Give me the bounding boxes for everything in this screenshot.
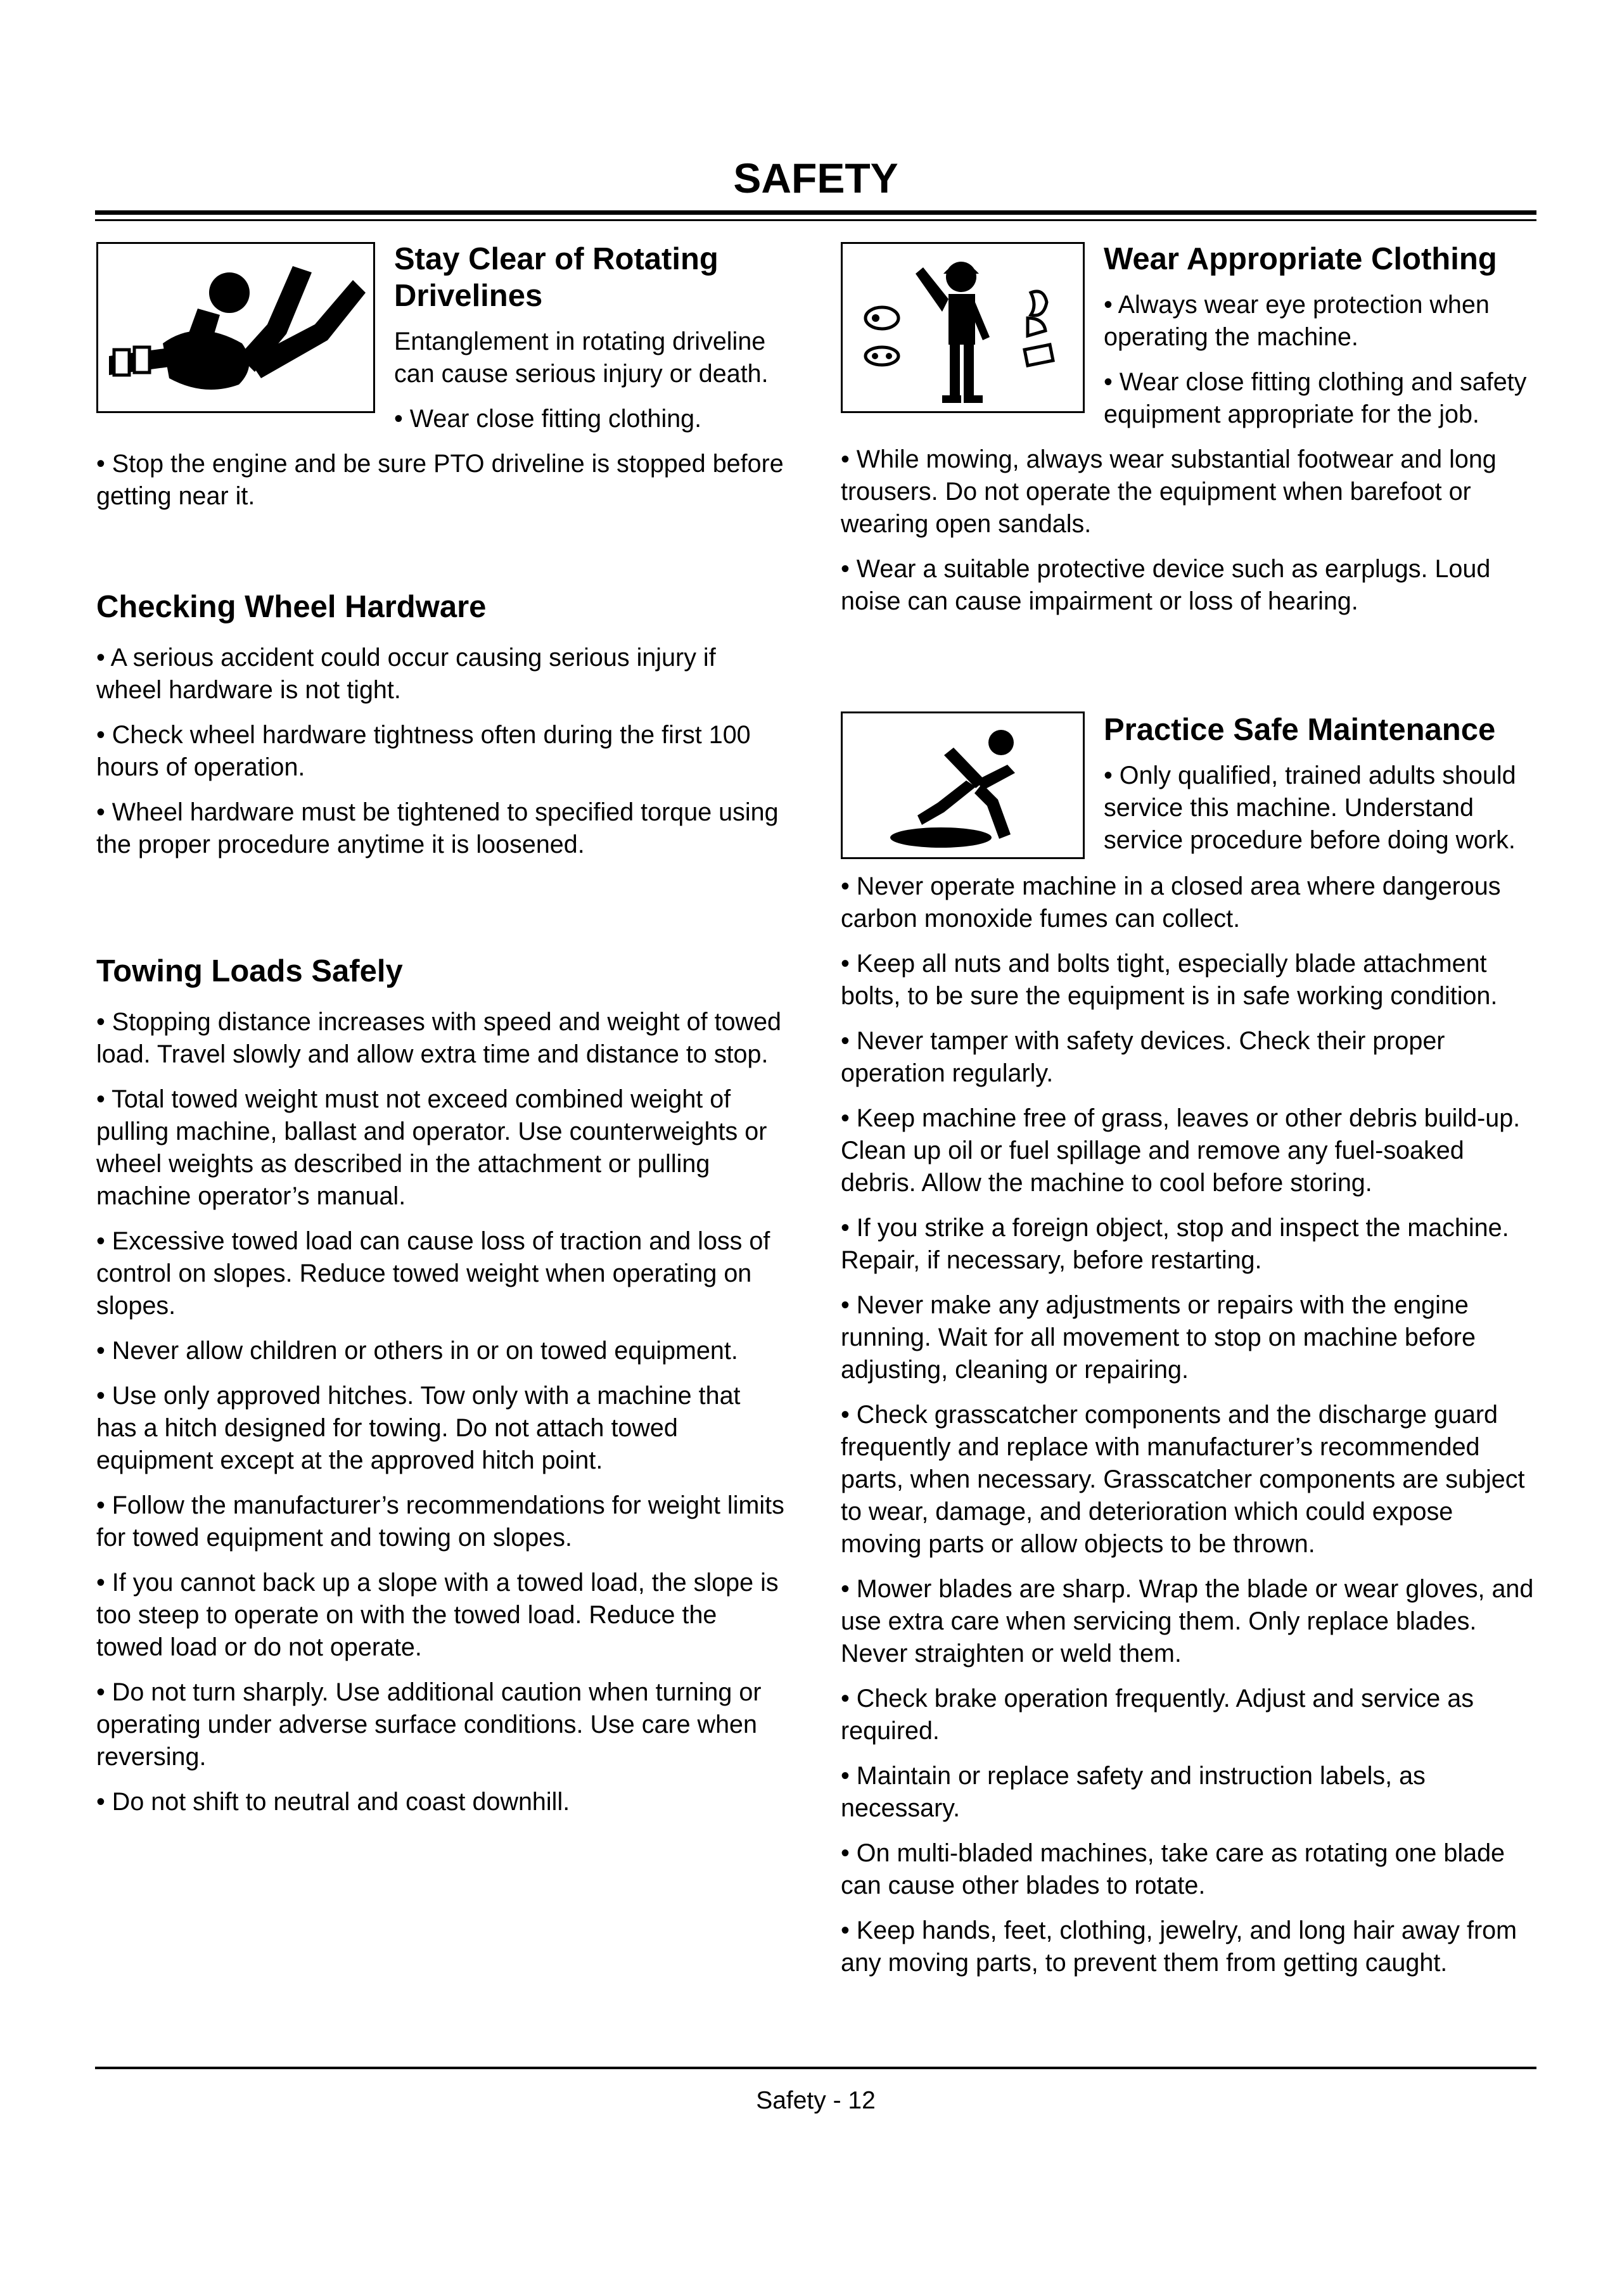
maintenance-bullet: • Check brake operation frequently. Adjust and service as required.	[841, 1685, 1474, 1745]
section-title-rotating-line2: Drivelines	[394, 279, 543, 313]
section-title-towing: Towing Loads Safely	[96, 954, 403, 988]
clothing-bullet-1: • Always wear eye protection when operating the machine.	[1104, 291, 1490, 351]
towing-bullet: • Follow the manufacturer’s recommendations for weight limits for towed equipment and towing on slopes.	[96, 1491, 784, 1552]
maintenance-bullet: • On multi-bladed machines, take care as rotating one blade can cause other blades to rotate.	[841, 1839, 1505, 1899]
maintenance-bullet: • Keep machine free of grass, leaves or other debris build-up. Clean up oil or fuel spillage and remove any fuel-soaked debris. Allow the machine to cool before storing.	[841, 1104, 1521, 1197]
slipping-hazard-icon	[841, 711, 1085, 859]
section-title-clothing: Wear Appropriate Clothing	[1104, 242, 1497, 276]
maintenance-bullet: • Check grasscatcher components and the discharge guard frequently and replace with manufacturer’s recommended parts, when necessary. Grasscatcher components are subject to wear, damage, and deterioration which could expose moving parts or allow objects to be thrown.	[841, 1401, 1525, 1558]
maintenance-bullet: • Never make any adjustments or repairs with the engine running. Wait for all movement to stop on machine before adjusting, cleaning or repairing.	[841, 1291, 1476, 1384]
rotating-bullet-1: • Wear close fitting clothing.	[394, 405, 702, 433]
maintenance-bullet: • Mower blades are sharp. Wrap the blade or wear gloves, and use extra care when servicing them. Only replace blades. Never straighten or weld them.	[841, 1575, 1534, 1668]
section-title-maintenance: Practice Safe Maintenance	[1104, 713, 1496, 747]
towing-bullet: • If you cannot back up a slope with a towed load, the slope is too steep to operate on with the towed load. Reduce the towed load or do not operate.	[96, 1569, 779, 1661]
header-rule-thin	[95, 219, 1536, 221]
maintenance-bullet: • Never operate machine in a closed area where dangerous carbon monoxide fumes can collect.	[841, 872, 1501, 933]
clothing-bullet-3: • While mowing, always wear substantial footwear and long trousers. Do not operate the equipment when barefoot or wearing open sandals.	[841, 445, 1497, 538]
towing-bullet: • Do not turn sharply. Use additional caution when turning or operating under adverse surface conditions. Use care when reversing.	[96, 1678, 762, 1771]
towing-bullet: • Never allow children or others in or on towed equipment.	[96, 1337, 738, 1365]
towing-bullet: • Stopping distance increases with speed and weight of towed load. Travel slowly and allow extra time and distance to stop.	[96, 1008, 782, 1068]
footer-rule	[95, 2067, 1536, 2069]
rotating-intro: Entanglement in rotating driveline can cause serious injury or death.	[394, 328, 769, 388]
rotating-bullet-2: • Stop the engine and be sure PTO driveline is stopped before getting near it.	[96, 450, 784, 510]
wheel-bullet: • Wheel hardware must be tightened to specified torque using the proper procedure anytime it is loosened.	[96, 798, 779, 858]
towing-bullet: • Do not shift to neutral and coast downhill.	[96, 1788, 570, 1816]
page-title: SAFETY	[733, 155, 898, 201]
driveline-entanglement-icon	[96, 242, 375, 413]
towing-bullet: • Excessive towed load can cause loss of traction and loss of control on slopes. Reduce towed weight when operating on slopes.	[96, 1227, 770, 1320]
protective-clothing-icon	[841, 242, 1085, 413]
maintenance-bullet: • Never tamper with safety devices. Check their proper operation regularly.	[841, 1027, 1445, 1087]
maintenance-bullet: • Keep hands, feet, clothing, jewelry, and long hair away from any moving parts, to prevent them from getting caught.	[841, 1917, 1517, 1977]
right-column	[841, 241, 1538, 1992]
header-rule-thick	[95, 210, 1536, 215]
page-footer	[95, 2067, 1536, 2115]
left-column	[96, 241, 787, 1831]
clothing-bullet-2: • Wear close fitting clothing and safety equipment appropriate for the job.	[1104, 368, 1527, 428]
section-title-wheel: Checking Wheel Hardware	[96, 590, 487, 624]
page-number: Safety - 12	[756, 2087, 876, 2114]
wheel-bullet: • A serious accident could occur causing serious injury if wheel hardware is not tight.	[96, 644, 716, 704]
towing-bullet: • Use only approved hitches. Tow only with a machine that has a hitch designed for towing. Do not attach towed equipment except at the approved hitch point.	[96, 1382, 741, 1474]
wheel-bullet: • Check wheel hardware tightness often during the first 100 hours of operation.	[96, 721, 751, 781]
towing-bullet: • Total towed weight must not exceed combined weight of pulling machine, ballast and operator. Use counterweights or wheel weights as described in the attachment or pulling machine operator’s manual.	[96, 1085, 767, 1210]
maintenance-bullet: • Maintain or replace safety and instruction labels, as necessary.	[841, 1762, 1426, 1822]
maintenance-bullet: • Keep all nuts and bolts tight, especially blade attachment bolts, to be sure the equipment is in safe working condition.	[841, 950, 1498, 1010]
clothing-bullet-4: • Wear a suitable protective device such as earplugs. Loud noise can cause impairment or loss of hearing.	[841, 555, 1491, 615]
section-title-rotating-line1: Stay Clear of Rotating	[394, 242, 718, 276]
maintenance-bullet-1: • Only qualified, trained adults should service this machine. Understand service procedure before doing work.	[1104, 762, 1516, 854]
page-header	[95, 157, 1536, 221]
maintenance-bullet: • If you strike a foreign object, stop and inspect the machine. Repair, if necessary, before restarting.	[841, 1214, 1509, 1274]
